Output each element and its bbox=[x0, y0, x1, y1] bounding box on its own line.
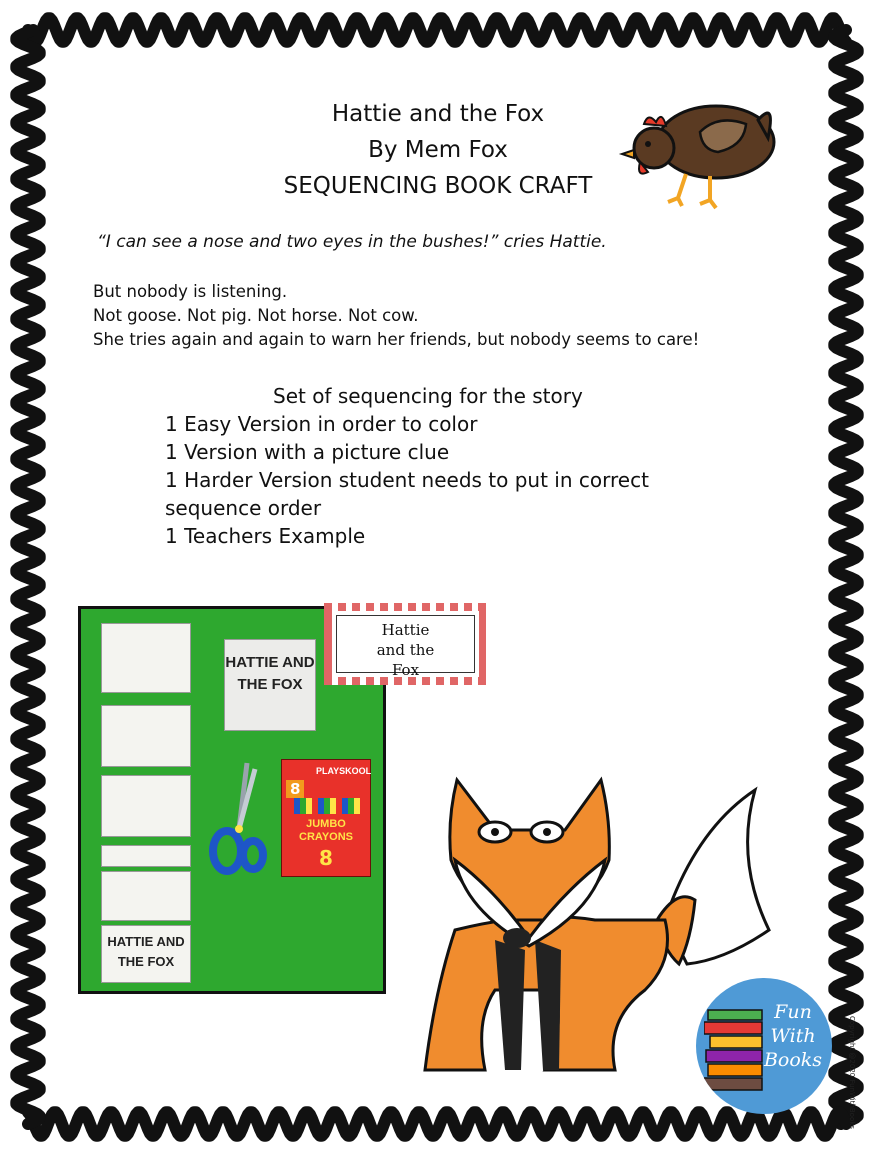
copyright-text: Copyright @2020 FunWithBooks bbox=[848, 1016, 856, 1129]
strip-panel bbox=[101, 845, 191, 867]
set-list bbox=[165, 382, 705, 550]
set-item: 1 Version with a picture clue bbox=[165, 440, 450, 464]
crayon-count: 8 bbox=[286, 780, 304, 798]
strip-panel bbox=[101, 623, 191, 693]
page-title bbox=[200, 96, 676, 204]
blurb-line: But nobody is listening. bbox=[93, 282, 288, 301]
set-item: 1 Harder Version student needs to put in correct bbox=[165, 468, 649, 492]
book-stack-icon bbox=[704, 1006, 766, 1092]
strip-panel bbox=[101, 775, 191, 837]
blurb-line: She tries again and again to warn her friends, but nobody seems to care! bbox=[93, 330, 700, 349]
strip-panel bbox=[101, 871, 191, 921]
story-blurb bbox=[93, 280, 699, 352]
label-line: Fox bbox=[391, 661, 420, 679]
logo-word: With bbox=[770, 1025, 816, 1047]
set-item: 1 Teachers Example bbox=[165, 524, 366, 548]
cover-card-title: HATTIE AND THE FOX bbox=[225, 654, 315, 693]
title-label-card bbox=[324, 603, 487, 685]
set-item: 1 Easy Version in order to color bbox=[165, 412, 478, 436]
label-line: Hattie bbox=[381, 621, 430, 639]
hen-illustration bbox=[618, 80, 778, 210]
book-cover-card bbox=[224, 639, 316, 731]
set-heading: Set of sequencing for the story bbox=[273, 384, 583, 408]
fun-with-books-logo bbox=[696, 978, 832, 1114]
logo-word: Books bbox=[763, 1049, 823, 1071]
title-line-2: By Mem Fox bbox=[368, 137, 508, 163]
label-line: and the bbox=[376, 641, 435, 659]
strip-cover bbox=[101, 925, 191, 983]
set-item: sequence order bbox=[165, 496, 322, 520]
crayon-box bbox=[281, 759, 371, 877]
crayon-brand: PLAYSKOOL bbox=[316, 766, 372, 776]
scissors-icon bbox=[209, 759, 269, 879]
crayon-name: JUMBO CRAYONS bbox=[299, 818, 353, 843]
title-line-3: SEQUENCING BOOK CRAFT bbox=[283, 173, 593, 199]
strip-panel bbox=[101, 705, 191, 767]
crayon-count-large: 8 bbox=[319, 846, 333, 870]
story-quote: “I can see a nose and two eyes in the bushes!” cries Hattie. bbox=[97, 232, 607, 252]
strip-cover-title: HATTIE AND THE FOX bbox=[107, 934, 185, 969]
logo-word: Fun bbox=[774, 1001, 812, 1023]
blurb-line: Not goose. Not pig. Not horse. Not cow. bbox=[93, 306, 419, 325]
title-line-1: Hattie and the Fox bbox=[331, 101, 545, 127]
